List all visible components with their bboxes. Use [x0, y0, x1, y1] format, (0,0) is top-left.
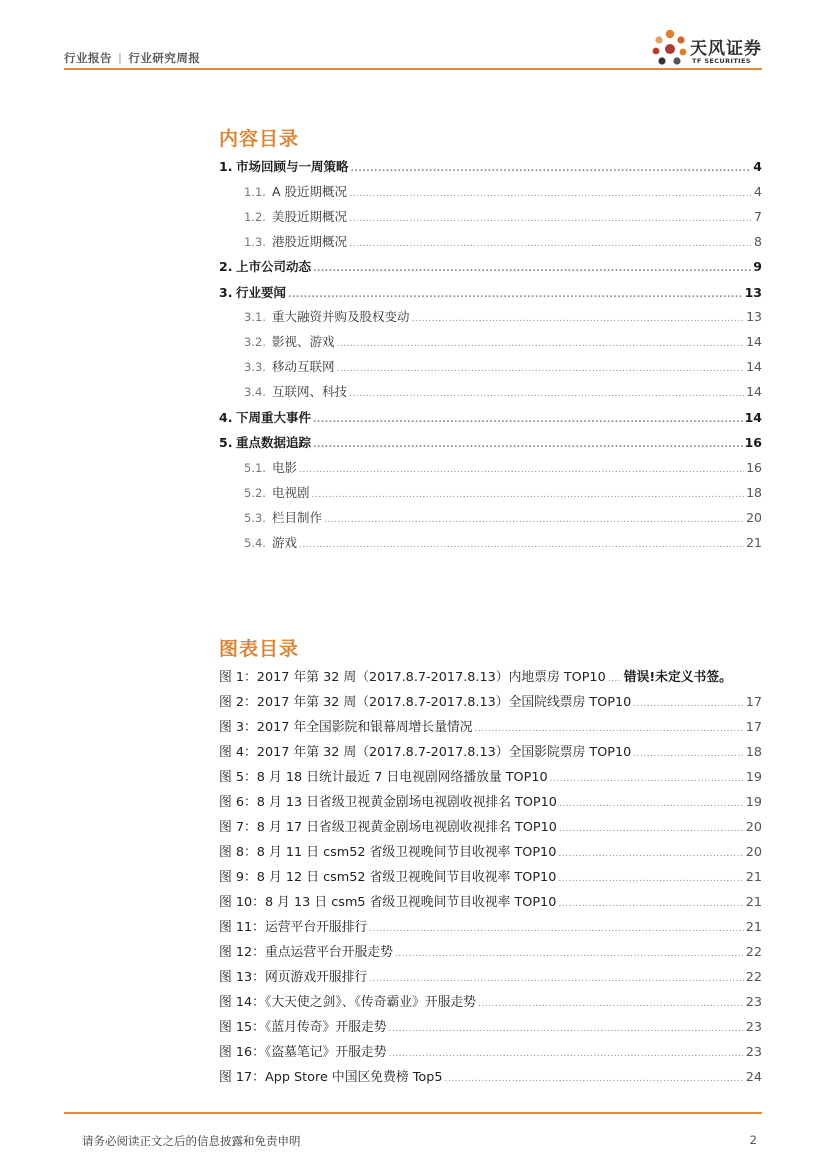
- toc-entry[interactable]: [219, 157, 762, 175]
- toc-entry-number: 3.1.: [244, 310, 266, 324]
- toc-entry-page: 7: [754, 209, 762, 224]
- figure-entry-page: 错误!未定义书签。: [623, 670, 732, 685]
- figure-entry-label: 图 5：8 月 18 日统计最近 7 日电视剧网络播放量 TOP10: [219, 770, 548, 785]
- company-logo: [650, 28, 762, 68]
- figure-entry[interactable]: [219, 966, 762, 985]
- figure-entry[interactable]: [219, 1016, 762, 1035]
- page-header: [64, 0, 762, 72]
- toc-title: 内容目录: [219, 128, 300, 150]
- dot-leader: [337, 339, 745, 349]
- toc-entry-page: 4: [753, 159, 762, 174]
- figure-entry[interactable]: [219, 691, 762, 710]
- figure-entry[interactable]: [219, 1066, 762, 1085]
- toc-entry-number: 3.2.: [244, 335, 266, 349]
- figure-entry-label: 图 2：2017 年第 32 周（2017.8.7-2017.8.13）全国院线票房 TOP10: [219, 695, 632, 710]
- figure-entry[interactable]: [219, 991, 762, 1010]
- toc-entry-label: 行业要闻: [236, 285, 287, 300]
- figure-entry-label: 图 7：8 月 17 日省级卫视黄金剧场电视剧收视排名 TOP10: [219, 820, 557, 835]
- figure-entry[interactable]: [219, 791, 762, 810]
- toc-entry-label: 美股近期概况: [272, 209, 348, 224]
- figure-entry-page: 22: [745, 945, 762, 960]
- dot-leader: [633, 699, 743, 709]
- toc-entry-number: 5.4.: [244, 536, 266, 550]
- dot-leader: [288, 290, 743, 300]
- figure-entry-label: 图 11：运营平台开服排行: [219, 920, 368, 935]
- figure-entry-page: 20: [745, 820, 762, 835]
- toc-entry-number: 5.2.: [244, 486, 266, 500]
- toc-entry-page: 14: [744, 410, 762, 425]
- figure-entry-page: 20: [745, 845, 762, 860]
- toc-entry-number: 1.1.: [244, 185, 266, 199]
- toc-entry-label: 下周重大事件: [236, 410, 312, 425]
- dot-leader: [324, 515, 744, 525]
- figure-entry-label: 图 10：8 月 13 日 csm5 省级卫视晚间节目收视率 TOP10: [219, 895, 557, 910]
- figure-entry-page: 19: [745, 795, 762, 810]
- figure-entry[interactable]: [219, 916, 762, 935]
- figure-entry-page: 17: [745, 720, 762, 735]
- figure-entry-label: 图 14：《大天使之剑》、《传奇霸业》开服走势: [219, 995, 477, 1010]
- toc-entry-number: 3.4.: [244, 385, 266, 399]
- toc-entry-label: 互联网、科技: [272, 384, 348, 399]
- dot-leader: [559, 799, 744, 809]
- toc-entry[interactable]: [219, 433, 762, 451]
- figure-entry-page: 17: [745, 695, 762, 710]
- figure-entry-page: 22: [745, 970, 762, 985]
- toc-entry-number: 3.3.: [244, 360, 266, 374]
- toc-entry[interactable]: [244, 232, 762, 250]
- toc-entry-page: 16: [744, 435, 762, 450]
- dot-leader: [550, 774, 744, 784]
- toc-entry-label: 影视、游戏: [272, 334, 335, 349]
- toc-entry-label: A 股近期概况: [272, 184, 348, 199]
- toc-entry-label: 电视剧: [272, 485, 310, 500]
- footer-divider: [64, 1112, 762, 1114]
- figure-entry[interactable]: [219, 716, 762, 735]
- toc-entry[interactable]: [244, 533, 762, 551]
- toc-entry[interactable]: [244, 307, 762, 325]
- dot-leader: [478, 999, 744, 1009]
- dot-leader: [349, 239, 752, 249]
- toc-entry-page: 16: [746, 460, 762, 475]
- toc-entry-page: 4: [754, 184, 762, 199]
- dot-leader: [445, 1074, 744, 1084]
- figure-entry[interactable]: [219, 741, 762, 760]
- dot-leader: [558, 874, 743, 884]
- toc-entry-page: 20: [746, 510, 762, 525]
- figures-title: 图表目录: [219, 638, 300, 660]
- toc-entry-page: 13: [744, 285, 762, 300]
- figure-entry-label: 图 17：App Store 中国区免费榜 Top5: [219, 1070, 443, 1085]
- toc-entry-label: 栏目制作: [272, 510, 323, 525]
- figure-entry-label: 图 9：8 月 12 日 csm52 省级卫视晚间节目收视率 TOP10: [219, 870, 557, 885]
- toc-entry-label: 上市公司动态: [236, 259, 312, 274]
- dot-leader: [299, 540, 744, 550]
- figure-entry-label: 图 12：重点运营平台开服走势: [219, 945, 393, 960]
- figure-entry-page: 24: [745, 1070, 762, 1085]
- figure-entry[interactable]: [219, 941, 762, 960]
- dot-leader: [313, 415, 743, 425]
- toc-entry[interactable]: [244, 207, 762, 225]
- toc-entry-page: 14: [746, 384, 762, 399]
- toc-entry-number: 1.3.: [244, 235, 266, 249]
- toc-entry-page: 13: [746, 309, 762, 324]
- toc-entry-label: 重点数据追踪: [236, 435, 312, 450]
- figure-entry-label: 图 3：2017 年全国影院和银幕周增长量情况: [219, 720, 473, 735]
- dot-leader: [351, 164, 752, 174]
- figure-entry-label: 图 4：2017 年第 32 周（2017.8.7-2017.8.13）全国影院票房 TOP10: [219, 745, 632, 760]
- toc-entry-number: 2.: [219, 259, 233, 274]
- dot-leader: [389, 1049, 744, 1059]
- dot-leader: [475, 724, 744, 734]
- dot-leader: [558, 849, 743, 859]
- figure-entry-label: 图 15：《蓝月传奇》开服走势: [219, 1020, 387, 1035]
- dot-leader: [349, 389, 744, 399]
- logo-chinese-name: 天风证券: [690, 39, 762, 59]
- toc-entry-number: 5.1.: [244, 461, 266, 475]
- dot-leader: [608, 674, 622, 684]
- figure-entry[interactable]: [219, 841, 762, 860]
- figure-entry-label: 图 13：网页游戏开服排行: [219, 970, 368, 985]
- dot-leader: [369, 974, 743, 984]
- toc-entry[interactable]: [219, 283, 762, 301]
- toc-entry-number: 1.2.: [244, 210, 266, 224]
- figure-entry-page: 23: [745, 995, 762, 1010]
- figure-entry-label: 图 16：《盗墓笔记》开服走势: [219, 1045, 387, 1060]
- dot-leader: [349, 214, 752, 224]
- figure-entry-page: 23: [745, 1045, 762, 1060]
- toc-entry-label: 电影: [272, 460, 298, 475]
- figure-entry-label: 图 1：2017 年第 32 周（2017.8.7-2017.8.13）内地票房 TOP10: [219, 670, 606, 685]
- dot-leader: [313, 440, 743, 450]
- logo-english-name: TF SECURITIES: [692, 57, 751, 65]
- toc-entry-label: 移动互联网: [272, 359, 335, 374]
- figure-entry[interactable]: [219, 866, 762, 885]
- figure-entry-label: 图 8：8 月 11 日 csm52 省级卫视晚间节目收视率 TOP10: [219, 845, 557, 860]
- dot-leader: [558, 899, 743, 909]
- toc-entry-page: 8: [754, 234, 762, 249]
- figure-entry-label: 图 6：8 月 13 日省级卫视黄金剧场电视剧收视排名 TOP10: [219, 795, 557, 810]
- toc-entry-number: 1.: [219, 159, 233, 174]
- toc-entry[interactable]: [244, 357, 762, 375]
- figure-entry-page: 19: [745, 770, 762, 785]
- toc-entry-label: 市场回顾与一周策略: [236, 159, 349, 174]
- header-divider: [64, 68, 762, 70]
- figure-entry-page: 18: [745, 745, 762, 760]
- toc-entry-page: 14: [746, 334, 762, 349]
- toc-entry[interactable]: [244, 483, 762, 501]
- dot-leader: [559, 824, 744, 834]
- toc-entry[interactable]: [244, 182, 762, 200]
- toc-entry[interactable]: [244, 382, 762, 400]
- toc-entry[interactable]: [244, 332, 762, 350]
- figure-entry[interactable]: [219, 766, 762, 785]
- toc-entry-label: 游戏: [272, 535, 298, 550]
- toc-entry-label: 港股近期概况: [272, 234, 348, 249]
- toc-entry-page: 21: [746, 535, 762, 550]
- toc-entry[interactable]: [244, 508, 762, 526]
- toc-entry-page: 14: [746, 359, 762, 374]
- toc-entry-number: 5.3.: [244, 511, 266, 525]
- figure-entry[interactable]: [219, 816, 762, 835]
- header-category: 行业报告: [64, 51, 112, 65]
- dot-leader: [395, 949, 744, 959]
- dot-leader: [349, 189, 752, 199]
- dot-leader: [369, 924, 743, 934]
- figure-entry-page: 23: [745, 1020, 762, 1035]
- toc-entry-number: 4.: [219, 410, 233, 425]
- figure-entry[interactable]: [219, 891, 762, 910]
- dot-leader: [633, 749, 743, 759]
- header-breadcrumb: [64, 50, 200, 66]
- toc-entry-number: 3.: [219, 285, 233, 300]
- footer-disclaimer: 请务必阅读正文之后的信息披露和免责申明: [82, 1134, 301, 1148]
- figure-entry[interactable]: [219, 1041, 762, 1060]
- toc-entry-page: 9: [753, 259, 762, 274]
- header-report-type: 行业研究周报: [128, 51, 201, 65]
- figure-entry-page: 21: [745, 870, 762, 885]
- figure-entry[interactable]: [219, 666, 762, 685]
- figure-entry-page: 21: [745, 920, 762, 935]
- toc-entry[interactable]: [219, 257, 762, 275]
- dot-leader: [313, 264, 751, 274]
- dot-leader: [299, 465, 744, 475]
- flower-logo-icon: [650, 28, 690, 68]
- header-separator: |: [118, 51, 123, 65]
- dot-leader: [389, 1024, 744, 1034]
- toc-entry[interactable]: [244, 458, 762, 476]
- page-number: 2: [749, 1133, 757, 1147]
- toc-entry[interactable]: [219, 408, 762, 426]
- toc-entry-number: 5.: [219, 435, 233, 450]
- dot-leader: [312, 490, 745, 500]
- dot-leader: [412, 314, 745, 324]
- figure-entry-page: 21: [745, 895, 762, 910]
- toc-entry-label: 重大融资并购及股权变动: [272, 309, 410, 324]
- dot-leader: [337, 364, 745, 374]
- toc-entry-page: 18: [746, 485, 762, 500]
